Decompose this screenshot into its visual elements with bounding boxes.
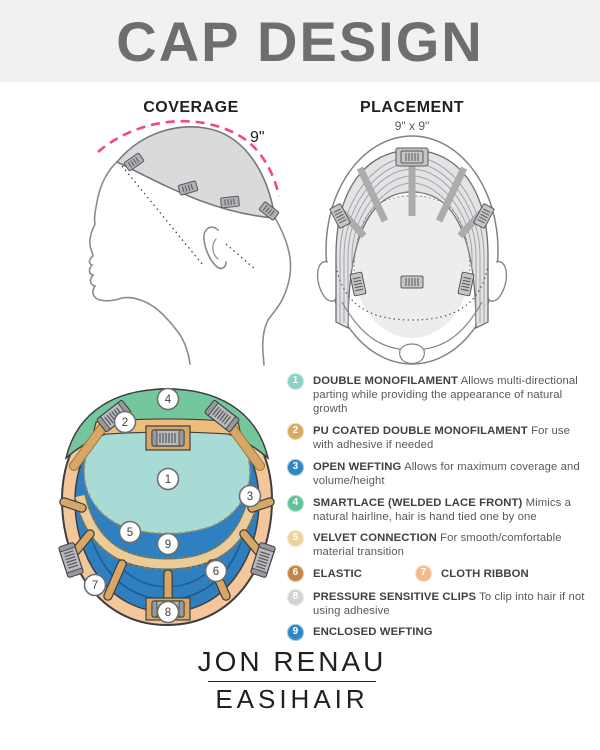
legend-title: VELVET CONNECTION xyxy=(313,532,437,544)
placement-measurement: 9" x 9" xyxy=(394,119,430,133)
svg-text:4: 4 xyxy=(164,394,172,406)
coverage-measurement: 9" xyxy=(250,129,265,146)
legend-circle-5: 5 xyxy=(287,530,304,547)
legend-desc: For smooth/comfortable material transition xyxy=(313,532,562,558)
logo-line2: EASIHAIR xyxy=(215,684,369,714)
logo-line1: JON RENAU xyxy=(197,646,387,677)
legend-item-8 xyxy=(287,590,589,618)
legend-title: PU COATED DOUBLE MONOFILAMENT xyxy=(313,425,528,437)
legend-desc: Allows multi-directional parting while providing the appearance of natural growth xyxy=(313,375,578,415)
legend-circle-6: 6 xyxy=(287,565,304,582)
page-title: CAP DESIGN xyxy=(116,9,484,73)
legend-circle-8: 8 xyxy=(287,589,304,606)
cap-diagram xyxy=(50,382,285,634)
logo-divider xyxy=(208,681,376,682)
coverage-label: COVERAGE xyxy=(143,99,239,116)
callout-5 xyxy=(120,522,141,543)
legend-circle-4: 4 xyxy=(287,495,304,512)
brand-logo xyxy=(152,646,432,715)
svg-text:9: 9 xyxy=(164,539,172,551)
callout-2 xyxy=(115,412,136,433)
svg-text:5: 5 xyxy=(126,527,134,539)
legend-title: OPEN WEFTING xyxy=(313,461,402,473)
legend-item-1 xyxy=(287,374,589,416)
callout-9 xyxy=(158,534,179,555)
legend-title: SMARTLACE (WELDED LACE FRONT) xyxy=(313,497,523,509)
callout-7 xyxy=(85,575,106,596)
callout-6 xyxy=(206,561,227,582)
callout-1 xyxy=(158,469,179,490)
nose xyxy=(400,344,425,364)
coverage-diagram xyxy=(60,118,310,370)
legend-circle-9: 9 xyxy=(287,624,304,641)
callout-3 xyxy=(240,486,261,507)
header xyxy=(0,0,600,82)
legend-title: PRESSURE SENSITIVE CLIPS xyxy=(313,591,477,603)
legend-circle-3: 3 xyxy=(287,459,304,476)
legend-title: ENCLOSED WEFTING xyxy=(313,626,433,638)
legend-item-5 xyxy=(287,531,589,559)
svg-text:1: 1 xyxy=(164,474,172,486)
legend-item-6-7 xyxy=(287,566,589,582)
legend-desc: Mimics a natural hairline, hair is hand tied one by one xyxy=(313,497,571,523)
legend-item-4 xyxy=(287,496,589,524)
legend-title: ELASTIC xyxy=(313,568,363,580)
svg-text:8: 8 xyxy=(164,607,172,619)
legend-title: CLOTH RIBBON xyxy=(441,568,529,580)
legend-item-3 xyxy=(287,460,589,488)
callout-8 xyxy=(158,602,179,623)
svg-text:7: 7 xyxy=(91,580,99,592)
legend-circle-7: 7 xyxy=(415,565,432,582)
legend-desc: To clip into hair if not using adhesive xyxy=(313,591,585,617)
callout-4 xyxy=(158,389,179,410)
legend-circle-2: 2 xyxy=(287,423,304,440)
svg-text:2: 2 xyxy=(121,417,129,429)
legend-title: DOUBLE MONOFILAMENT xyxy=(313,375,458,387)
svg-text:6: 6 xyxy=(212,566,220,578)
legend-desc: For use with adhesive if needed xyxy=(313,425,571,451)
placement-label: PLACEMENT xyxy=(359,99,465,116)
svg-text:3: 3 xyxy=(246,491,254,503)
legend-item-9 xyxy=(287,625,589,641)
legend-desc: Allows for maximum coverage and volume/height xyxy=(313,461,580,487)
placement-diagram xyxy=(312,116,512,368)
legend-circle-1: 1 xyxy=(287,373,304,390)
ear xyxy=(204,227,226,268)
legend-item-2 xyxy=(287,424,589,452)
legend xyxy=(287,374,589,649)
